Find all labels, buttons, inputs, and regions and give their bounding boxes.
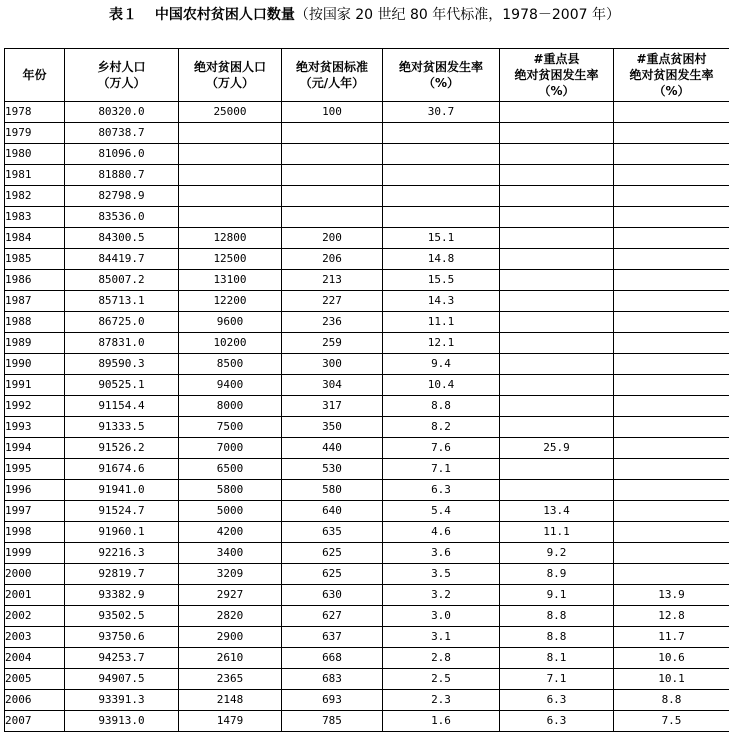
cell-absolute-poor-population	[179, 186, 282, 207]
cell-year: 1982	[5, 186, 65, 207]
cell-absolute-poor-population	[179, 123, 282, 144]
cell-key-village-poverty-rate: 8.8	[614, 690, 729, 711]
cell-absolute-poor-population: 7000	[179, 438, 282, 459]
cell-key-county-poverty-rate: 25.9	[500, 438, 614, 459]
cell-poverty-rate: 14.8	[383, 249, 500, 270]
cell-key-county-poverty-rate	[500, 249, 614, 270]
cell-key-village-poverty-rate	[614, 165, 729, 186]
table-row	[5, 333, 729, 354]
cell-key-village-poverty-rate	[614, 312, 729, 333]
cell-rural-population: 91524.7	[65, 501, 179, 522]
cell-poverty-rate: 3.2	[383, 585, 500, 606]
cell-poverty-rate: 2.3	[383, 690, 500, 711]
cell-year: 2005	[5, 669, 65, 690]
table-row	[5, 417, 729, 438]
cell-rural-population: 93502.5	[65, 606, 179, 627]
cell-key-village-poverty-rate: 7.5	[614, 711, 729, 732]
cell-key-village-poverty-rate	[614, 270, 729, 291]
cell-poverty-rate: 6.3	[383, 480, 500, 501]
cell-rural-population: 83536.0	[65, 207, 179, 228]
table-title-label: 表１	[109, 7, 138, 23]
header-year	[5, 49, 65, 102]
table-row	[5, 543, 729, 564]
cell-year: 2002	[5, 606, 65, 627]
cell-year: 1992	[5, 396, 65, 417]
cell-year: 1993	[5, 417, 65, 438]
cell-key-village-poverty-rate	[614, 375, 729, 396]
table-row	[5, 480, 729, 501]
cell-absolute-poor-population: 3400	[179, 543, 282, 564]
cell-poverty-line: 206	[282, 249, 383, 270]
header-absolute-poor-population	[179, 49, 282, 102]
table-row	[5, 102, 729, 123]
cell-rural-population: 94907.5	[65, 669, 179, 690]
cell-absolute-poor-population: 2610	[179, 648, 282, 669]
cell-key-village-poverty-rate	[614, 102, 729, 123]
header-rural-population	[65, 49, 179, 102]
cell-rural-population: 90525.1	[65, 375, 179, 396]
cell-key-village-poverty-rate: 12.8	[614, 606, 729, 627]
header-key-county-poverty-rate	[500, 49, 614, 102]
cell-poverty-rate	[383, 186, 500, 207]
table-row	[5, 291, 729, 312]
cell-poverty-rate: 3.5	[383, 564, 500, 585]
cell-poverty-rate: 2.5	[383, 669, 500, 690]
cell-absolute-poor-population: 2927	[179, 585, 282, 606]
cell-rural-population: 81880.7	[65, 165, 179, 186]
cell-absolute-poor-population: 9400	[179, 375, 282, 396]
cell-poverty-rate: 10.4	[383, 375, 500, 396]
table-row	[5, 186, 729, 207]
table-row	[5, 165, 729, 186]
cell-poverty-rate: 4.6	[383, 522, 500, 543]
cell-poverty-line: 304	[282, 375, 383, 396]
cell-key-county-poverty-rate: 11.1	[500, 522, 614, 543]
header-line: 年份	[22, 68, 47, 82]
cell-poverty-line: 300	[282, 354, 383, 375]
cell-poverty-line: 213	[282, 270, 383, 291]
cell-rural-population: 84300.5	[65, 228, 179, 249]
cell-rural-population: 93750.6	[65, 627, 179, 648]
cell-rural-population: 91674.6	[65, 459, 179, 480]
cell-year: 1981	[5, 165, 65, 186]
cell-poverty-line: 637	[282, 627, 383, 648]
cell-key-county-poverty-rate	[500, 354, 614, 375]
table-title-note: （按国家 20 世纪 80 年代标准，1978－2007 年）	[294, 7, 620, 23]
cell-key-county-poverty-rate	[500, 102, 614, 123]
cell-poverty-rate	[383, 123, 500, 144]
cell-year: 2006	[5, 690, 65, 711]
cell-poverty-line: 640	[282, 501, 383, 522]
cell-rural-population: 91941.0	[65, 480, 179, 501]
cell-key-village-poverty-rate	[614, 186, 729, 207]
cell-poverty-rate: 3.0	[383, 606, 500, 627]
cell-key-county-poverty-rate	[500, 186, 614, 207]
cell-absolute-poor-population: 1479	[179, 711, 282, 732]
cell-absolute-poor-population: 12800	[179, 228, 282, 249]
cell-rural-population: 91333.5	[65, 417, 179, 438]
cell-year: 2007	[5, 711, 65, 732]
cell-rural-population: 93913.0	[65, 711, 179, 732]
cell-key-village-poverty-rate	[614, 480, 729, 501]
cell-key-county-poverty-rate	[500, 396, 614, 417]
header-poverty-line	[282, 49, 383, 102]
cell-rural-population: 92819.7	[65, 564, 179, 585]
cell-poverty-line: 227	[282, 291, 383, 312]
cell-rural-population: 82798.9	[65, 186, 179, 207]
table-row	[5, 522, 729, 543]
cell-key-county-poverty-rate	[500, 207, 614, 228]
cell-poverty-line	[282, 186, 383, 207]
cell-rural-population: 91154.4	[65, 396, 179, 417]
cell-year: 1978	[5, 102, 65, 123]
cell-key-village-poverty-rate	[614, 249, 729, 270]
cell-rural-population: 93382.9	[65, 585, 179, 606]
header-line: #重点贫困村	[636, 52, 707, 66]
cell-poverty-line	[282, 165, 383, 186]
table-row	[5, 144, 729, 165]
cell-key-county-poverty-rate	[500, 312, 614, 333]
cell-rural-population: 80320.0	[65, 102, 179, 123]
cell-key-county-poverty-rate: 8.8	[500, 606, 614, 627]
cell-year: 1987	[5, 291, 65, 312]
cell-year: 1980	[5, 144, 65, 165]
cell-poverty-rate: 12.1	[383, 333, 500, 354]
cell-poverty-rate: 7.6	[383, 438, 500, 459]
cell-rural-population: 91526.2	[65, 438, 179, 459]
cell-absolute-poor-population: 2900	[179, 627, 282, 648]
cell-key-county-poverty-rate: 8.1	[500, 648, 614, 669]
cell-rural-population: 80738.7	[65, 123, 179, 144]
cell-poverty-rate: 15.5	[383, 270, 500, 291]
header-line: 绝对贫困人口	[193, 60, 266, 74]
poverty-data-table	[4, 48, 729, 732]
header-line: 乡村人口	[97, 60, 146, 74]
cell-key-county-poverty-rate	[500, 480, 614, 501]
cell-key-county-poverty-rate	[500, 459, 614, 480]
cell-poverty-rate: 14.3	[383, 291, 500, 312]
cell-key-village-poverty-rate: 10.6	[614, 648, 729, 669]
cell-absolute-poor-population: 5800	[179, 480, 282, 501]
table-row	[5, 501, 729, 522]
header-line: 绝对贫困发生率	[514, 68, 599, 82]
cell-key-village-poverty-rate	[614, 522, 729, 543]
cell-absolute-poor-population: 9600	[179, 312, 282, 333]
cell-poverty-rate: 1.6	[383, 711, 500, 732]
cell-key-village-poverty-rate	[614, 501, 729, 522]
cell-rural-population: 91960.1	[65, 522, 179, 543]
cell-key-village-poverty-rate	[614, 543, 729, 564]
table-title-main: 中国农村贫困人口数量	[154, 7, 295, 23]
cell-year: 1996	[5, 480, 65, 501]
cell-absolute-poor-population: 5000	[179, 501, 282, 522]
table-row	[5, 690, 729, 711]
cell-year: 2000	[5, 564, 65, 585]
cell-year: 2001	[5, 585, 65, 606]
header-line: （万人）	[97, 76, 146, 90]
cell-poverty-rate	[383, 144, 500, 165]
table-row	[5, 606, 729, 627]
cell-key-county-poverty-rate: 7.1	[500, 669, 614, 690]
cell-year: 1990	[5, 354, 65, 375]
cell-poverty-line: 100	[282, 102, 383, 123]
cell-rural-population: 92216.3	[65, 543, 179, 564]
table-row	[5, 585, 729, 606]
cell-absolute-poor-population	[179, 144, 282, 165]
cell-absolute-poor-population	[179, 207, 282, 228]
table-row	[5, 648, 729, 669]
cell-year: 1998	[5, 522, 65, 543]
table-row	[5, 270, 729, 291]
cell-absolute-poor-population: 6500	[179, 459, 282, 480]
cell-poverty-rate	[383, 207, 500, 228]
cell-year: 2003	[5, 627, 65, 648]
cell-key-village-poverty-rate	[614, 354, 729, 375]
cell-poverty-line: 693	[282, 690, 383, 711]
table-row	[5, 711, 729, 732]
cell-poverty-line: 530	[282, 459, 383, 480]
cell-key-village-poverty-rate: 13.9	[614, 585, 729, 606]
cell-poverty-rate: 11.1	[383, 312, 500, 333]
cell-poverty-rate	[383, 165, 500, 186]
cell-absolute-poor-population: 2148	[179, 690, 282, 711]
cell-year: 1995	[5, 459, 65, 480]
cell-absolute-poor-population: 7500	[179, 417, 282, 438]
table-row	[5, 459, 729, 480]
header-line: 绝对贫困发生率	[629, 68, 714, 82]
table-row	[5, 123, 729, 144]
cell-poverty-rate: 5.4	[383, 501, 500, 522]
cell-key-county-poverty-rate	[500, 333, 614, 354]
table-row	[5, 249, 729, 270]
cell-poverty-line: 259	[282, 333, 383, 354]
cell-poverty-line: 440	[282, 438, 383, 459]
cell-poverty-line: 580	[282, 480, 383, 501]
cell-poverty-rate: 8.2	[383, 417, 500, 438]
cell-key-county-poverty-rate	[500, 123, 614, 144]
cell-poverty-line: 236	[282, 312, 383, 333]
cell-key-village-poverty-rate	[614, 438, 729, 459]
cell-key-county-poverty-rate: 13.4	[500, 501, 614, 522]
cell-poverty-line: 630	[282, 585, 383, 606]
cell-key-county-poverty-rate	[500, 144, 614, 165]
cell-year: 1989	[5, 333, 65, 354]
cell-key-village-poverty-rate	[614, 207, 729, 228]
cell-absolute-poor-population	[179, 165, 282, 186]
cell-rural-population: 81096.0	[65, 144, 179, 165]
cell-year: 1985	[5, 249, 65, 270]
cell-key-village-poverty-rate: 10.1	[614, 669, 729, 690]
cell-rural-population: 87831.0	[65, 333, 179, 354]
cell-poverty-rate: 3.1	[383, 627, 500, 648]
header-line: 绝对贫困发生率	[398, 60, 483, 74]
cell-rural-population: 93391.3	[65, 690, 179, 711]
cell-poverty-rate: 3.6	[383, 543, 500, 564]
table-row	[5, 354, 729, 375]
cell-poverty-rate: 2.8	[383, 648, 500, 669]
header-line: （%）	[422, 76, 460, 90]
cell-year: 1986	[5, 270, 65, 291]
cell-poverty-rate: 8.8	[383, 396, 500, 417]
cell-absolute-poor-population: 12200	[179, 291, 282, 312]
cell-key-county-poverty-rate: 9.2	[500, 543, 614, 564]
cell-key-county-poverty-rate: 8.8	[500, 627, 614, 648]
cell-poverty-rate: 7.1	[383, 459, 500, 480]
header-line: #重点县	[533, 52, 580, 66]
cell-key-county-poverty-rate: 9.1	[500, 585, 614, 606]
cell-key-county-poverty-rate	[500, 270, 614, 291]
cell-poverty-rate: 30.7	[383, 102, 500, 123]
cell-absolute-poor-population: 25000	[179, 102, 282, 123]
cell-year: 1988	[5, 312, 65, 333]
cell-poverty-line: 625	[282, 564, 383, 585]
cell-poverty-line: 683	[282, 669, 383, 690]
table-row	[5, 438, 729, 459]
cell-year: 1991	[5, 375, 65, 396]
cell-key-village-poverty-rate: 11.7	[614, 627, 729, 648]
cell-rural-population: 85007.2	[65, 270, 179, 291]
table-row	[5, 375, 729, 396]
table-header-row	[5, 49, 729, 102]
cell-poverty-line: 668	[282, 648, 383, 669]
header-line: 绝对贫困标准	[295, 60, 368, 74]
cell-key-county-poverty-rate: 6.3	[500, 690, 614, 711]
cell-year: 1984	[5, 228, 65, 249]
cell-absolute-poor-population: 8500	[179, 354, 282, 375]
cell-key-village-poverty-rate	[614, 459, 729, 480]
cell-key-village-poverty-rate	[614, 144, 729, 165]
cell-year: 2004	[5, 648, 65, 669]
cell-poverty-line: 350	[282, 417, 383, 438]
cell-poverty-line: 317	[282, 396, 383, 417]
cell-key-county-poverty-rate	[500, 417, 614, 438]
header-line: （元/人年）	[299, 76, 365, 90]
cell-rural-population: 94253.7	[65, 648, 179, 669]
cell-key-county-poverty-rate	[500, 228, 614, 249]
cell-absolute-poor-population: 8000	[179, 396, 282, 417]
cell-poverty-line: 200	[282, 228, 383, 249]
table-row	[5, 669, 729, 690]
cell-absolute-poor-population: 3209	[179, 564, 282, 585]
table-row	[5, 312, 729, 333]
cell-year: 1999	[5, 543, 65, 564]
table-body	[5, 102, 729, 732]
cell-absolute-poor-population: 2820	[179, 606, 282, 627]
header-line: （%）	[538, 84, 575, 98]
cell-key-village-poverty-rate	[614, 333, 729, 354]
cell-absolute-poor-population: 10200	[179, 333, 282, 354]
header-line: （万人）	[205, 76, 254, 90]
cell-absolute-poor-population: 2365	[179, 669, 282, 690]
cell-poverty-line: 625	[282, 543, 383, 564]
table-row	[5, 228, 729, 249]
cell-poverty-line: 627	[282, 606, 383, 627]
cell-poverty-line	[282, 207, 383, 228]
cell-year: 1994	[5, 438, 65, 459]
cell-rural-population: 85713.1	[65, 291, 179, 312]
table-row	[5, 396, 729, 417]
cell-key-county-poverty-rate	[500, 165, 614, 186]
cell-key-village-poverty-rate	[614, 417, 729, 438]
cell-poverty-line: 635	[282, 522, 383, 543]
cell-key-county-poverty-rate: 6.3	[500, 711, 614, 732]
cell-poverty-line: 785	[282, 711, 383, 732]
cell-rural-population: 84419.7	[65, 249, 179, 270]
cell-absolute-poor-population: 12500	[179, 249, 282, 270]
table-row	[5, 207, 729, 228]
cell-year: 1983	[5, 207, 65, 228]
cell-absolute-poor-population: 13100	[179, 270, 282, 291]
cell-key-county-poverty-rate	[500, 375, 614, 396]
header-line: （%）	[653, 84, 690, 98]
cell-rural-population: 89590.3	[65, 354, 179, 375]
cell-rural-population: 86725.0	[65, 312, 179, 333]
header-poverty-rate	[383, 49, 500, 102]
cell-poverty-line	[282, 144, 383, 165]
cell-key-county-poverty-rate	[500, 291, 614, 312]
cell-poverty-rate: 9.4	[383, 354, 500, 375]
table-row	[5, 564, 729, 585]
cell-absolute-poor-population: 4200	[179, 522, 282, 543]
header-key-village-poverty-rate	[614, 49, 729, 102]
cell-year: 1997	[5, 501, 65, 522]
cell-poverty-rate: 15.1	[383, 228, 500, 249]
table-title	[0, 6, 729, 24]
cell-key-village-poverty-rate	[614, 564, 729, 585]
cell-key-county-poverty-rate: 8.9	[500, 564, 614, 585]
table-row	[5, 627, 729, 648]
cell-key-village-poverty-rate	[614, 123, 729, 144]
cell-key-village-poverty-rate	[614, 228, 729, 249]
cell-key-village-poverty-rate	[614, 396, 729, 417]
cell-key-village-poverty-rate	[614, 291, 729, 312]
cell-year: 1979	[5, 123, 65, 144]
cell-poverty-line	[282, 123, 383, 144]
